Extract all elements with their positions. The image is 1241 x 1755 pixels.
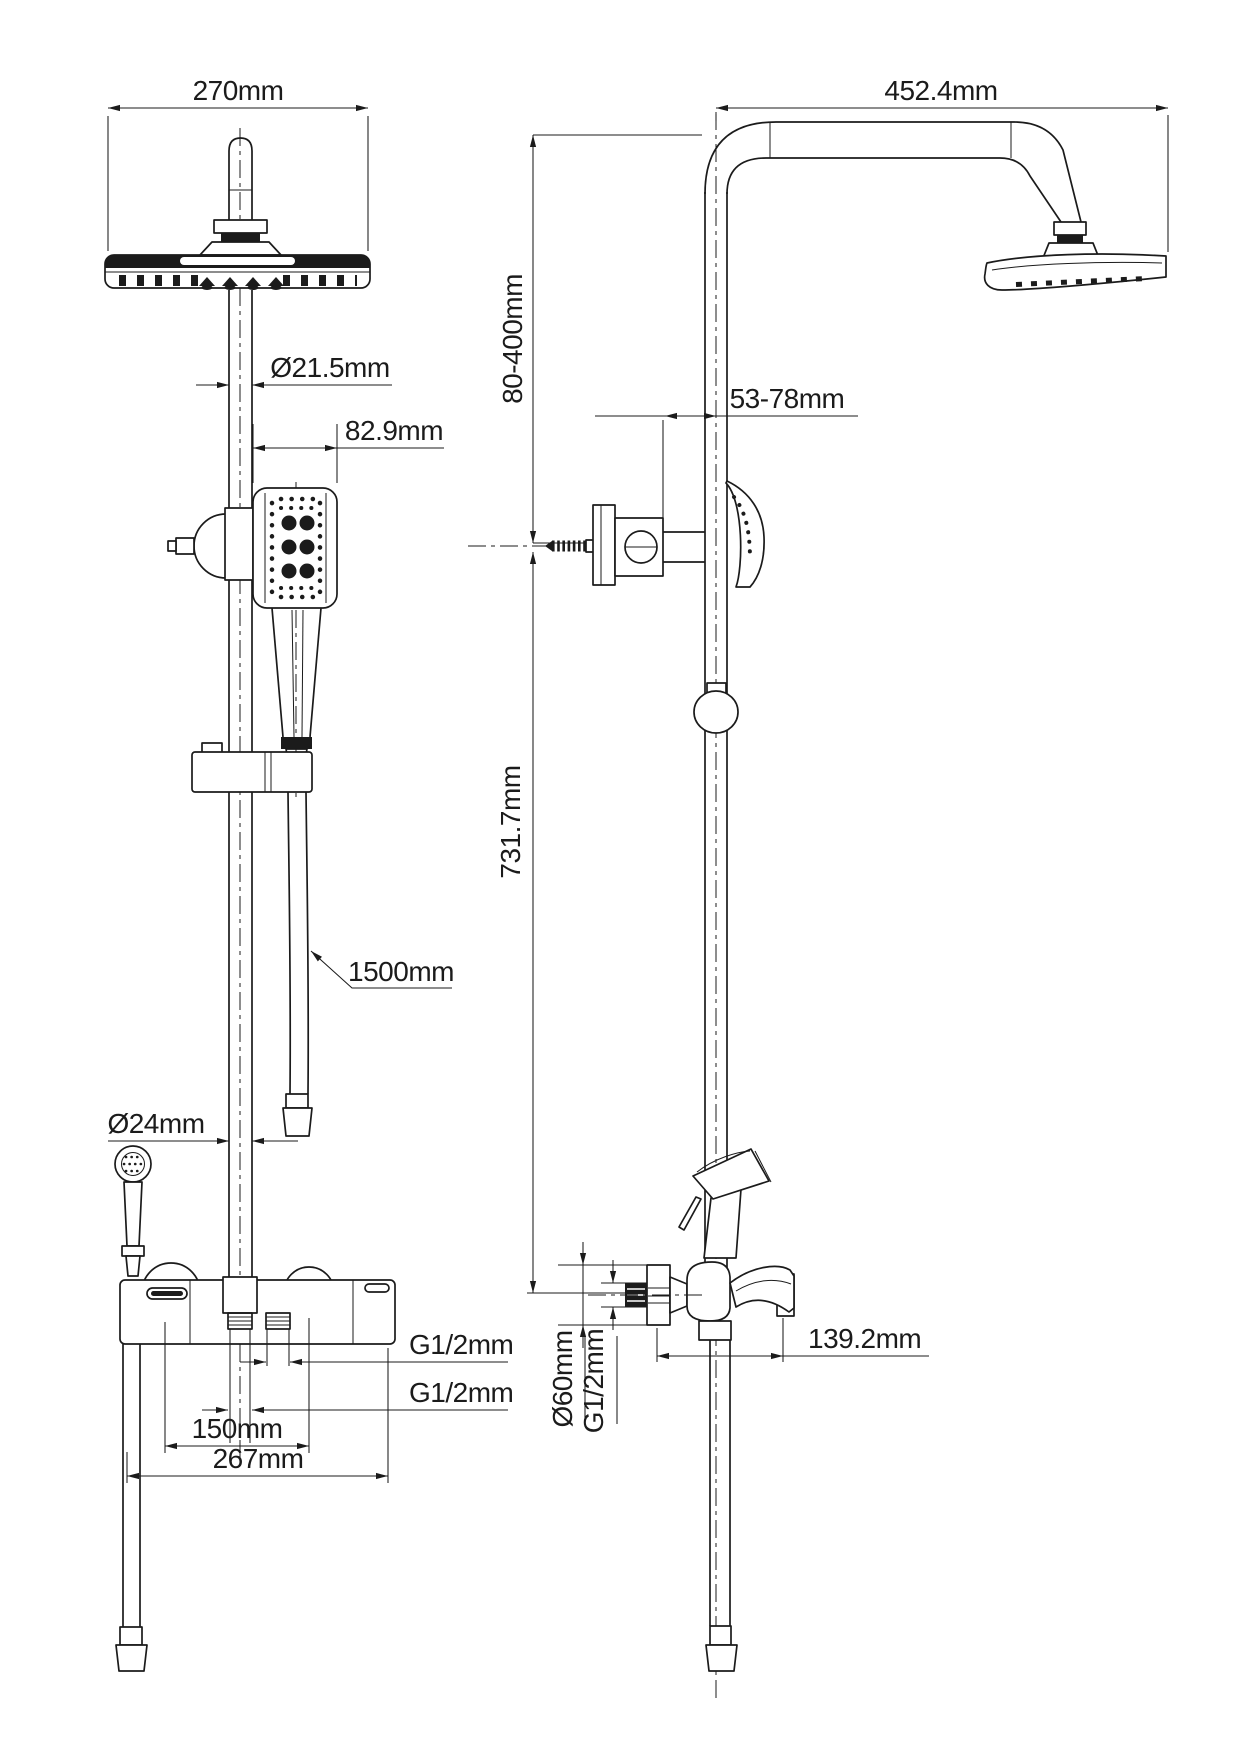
shower-arm-side — [705, 122, 1099, 258]
dim-label-hand-shower-width: 82.9mm — [344, 415, 444, 446]
mixer-hose-front — [116, 1344, 147, 1671]
overhead-shower-head-side — [985, 254, 1166, 290]
dim-label-mixer-depth: 139.2mm — [808, 1323, 922, 1354]
rail-base-block — [223, 1277, 257, 1313]
dim-label-inlet-thread: G1/2mm — [578, 1328, 609, 1434]
dim-label-arm-reach: 452.4mm — [884, 75, 998, 106]
wall-bracket-front — [168, 508, 253, 580]
dim-rail-length — [495, 552, 698, 1293]
dim-label-height-adjust-range: 80-400mm — [497, 274, 528, 404]
dim-label-inlet-spacing: 150mm — [191, 1413, 283, 1444]
dim-label-shower-hose-thread: G1/2mm — [409, 1329, 514, 1360]
hand-shower-side — [726, 481, 764, 587]
dim-mixer-depth — [657, 1318, 929, 1362]
hand-shower-front — [253, 488, 337, 760]
head-connector-nut — [214, 220, 267, 233]
dim-rail-diameter — [107, 1108, 298, 1141]
bidet-sprayer-front — [115, 1146, 151, 1276]
dim-label-pipe-diameter: Ø21.5mm — [270, 352, 390, 383]
wall-bracket-side — [468, 505, 705, 585]
front-view — [105, 75, 513, 1671]
dim-label-head-width: 270mm — [192, 75, 284, 106]
overhead-shower-head-front — [105, 255, 370, 290]
bracket-flange — [593, 505, 615, 585]
shower-hose-side — [706, 1340, 737, 1671]
mixer-body-front — [120, 1263, 395, 1344]
dim-label-mixer-width: 267mm — [212, 1443, 304, 1474]
dim-label-rail-length: 731.7mm — [495, 765, 526, 879]
shower-hose-front — [283, 792, 312, 1136]
dim-height-adjust-range — [497, 135, 702, 543]
dim-label-rail-diameter: Ø24mm — [107, 1108, 205, 1139]
side-view — [468, 75, 1168, 1698]
dim-pipe-diameter — [196, 352, 392, 385]
dim-label-outlet-thread: G1/2mm — [409, 1377, 514, 1408]
dim-label-hose-length: 1500mm — [348, 956, 454, 987]
dim-label-escutcheon-diameter: Ø60mm — [547, 1330, 578, 1428]
dim-hose-length — [311, 951, 454, 988]
dim-label-bracket-wall-offset: 53-78mm — [729, 383, 845, 414]
slider-ring-side — [694, 683, 738, 733]
bracket-knob — [176, 538, 194, 554]
dim-arm-reach — [716, 75, 1168, 252]
mixer-body-side — [588, 1262, 794, 1340]
dim-hand-shower-width — [253, 415, 444, 483]
dim-outlet-thread — [202, 1377, 513, 1410]
sprayer-trigger — [679, 1197, 701, 1230]
bidet-sprayer-side — [679, 1149, 771, 1258]
